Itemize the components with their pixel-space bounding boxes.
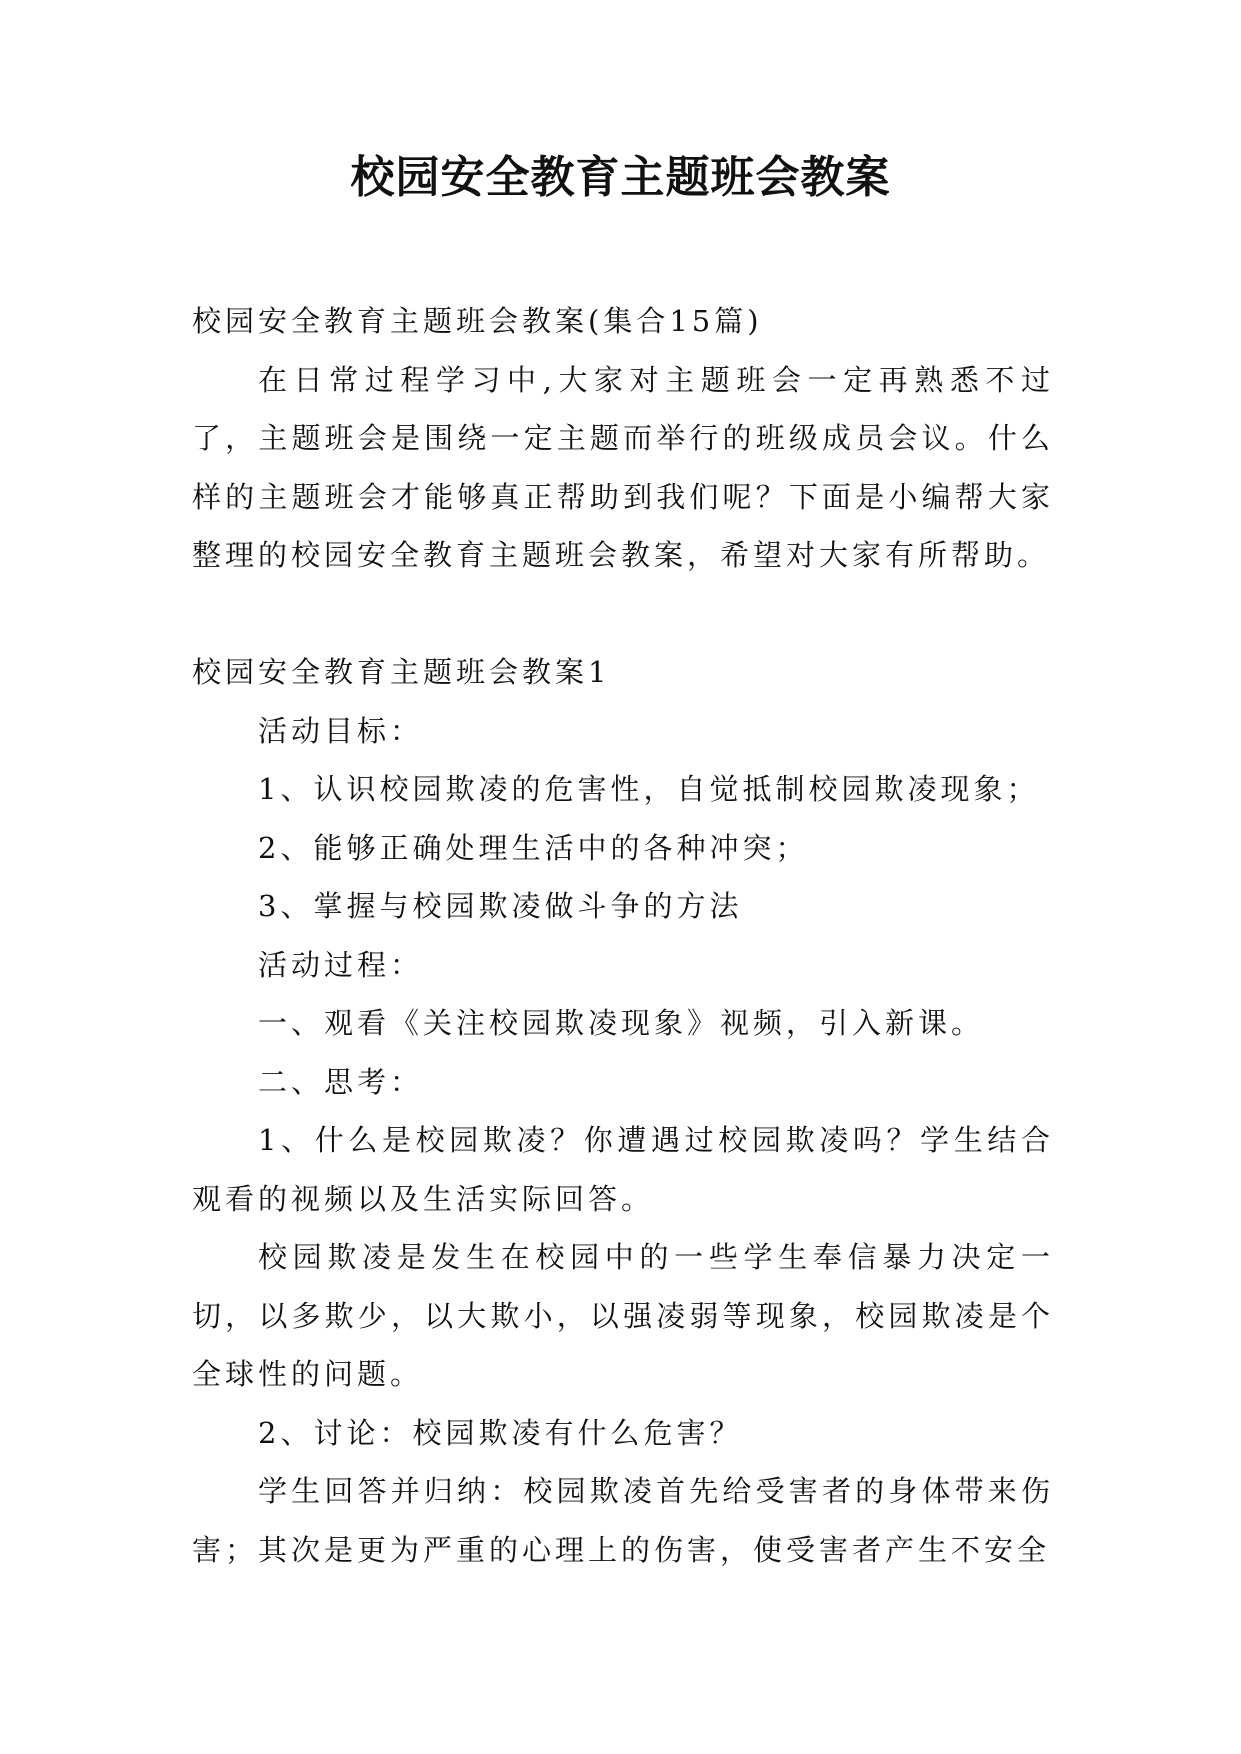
goal-item-1: 1、认识校园欺凌的危害性，自觉抵制校园欺凌现象； xyxy=(258,772,1040,806)
question-2-answer: 学生回答并归纳：校园欺凌首先给受害者的身体带来伤害；其次是更为严重的心理上的伤害，使受害者产生不安全 xyxy=(192,1474,1054,1567)
collection-subtitle: 校园安全教育主题班会教案(集合15篇) xyxy=(192,304,763,338)
goals-label: 活动目标： xyxy=(258,713,424,748)
process-step-2: 二、思考： xyxy=(258,1064,424,1099)
document-title: 校园安全教育主题班会教案 xyxy=(350,152,891,203)
intro-paragraph: 在日常过程学习中,大家对主题班会一定再熟悉不过了，主题班会是围绕一定主题而举行的班级成员会议。什么样的主题班会才能够真正帮助到我们呢？下面是小编帮大家整理的校园安全教育主题班会教案，希望对大家有所帮助。 xyxy=(192,362,1054,572)
question-2: 2、讨论：校园欺凌有什么危害？ xyxy=(258,1415,743,1450)
process-label: 活动过程： xyxy=(258,947,424,982)
goal-item-2: 2、能够正确处理生活中的各种冲突； xyxy=(258,830,809,865)
document-body xyxy=(192,292,1054,1579)
goal-item-3: 3、掌握与校园欺凌做斗争的方法 xyxy=(258,889,743,923)
section-heading: 校园安全教育主题班会教案1 xyxy=(192,655,611,689)
question-1-answer: 校园欺凌是发生在校园中的一些学生奉信暴力决定一切，以多欺少，以大欺小，以强凌弱等现象，校园欺凌是个全球性的问题。 xyxy=(192,1240,1054,1391)
process-step-1: 一、观看《关注校园欺凌现象》视频，引入新课。 xyxy=(258,1006,985,1040)
question-1: 1、什么是校园欺凌？你遭遇过校园欺凌吗？学生结合观看的视频以及生活实际回答。 xyxy=(192,1123,1054,1216)
paragraph-spacer xyxy=(192,585,1054,644)
